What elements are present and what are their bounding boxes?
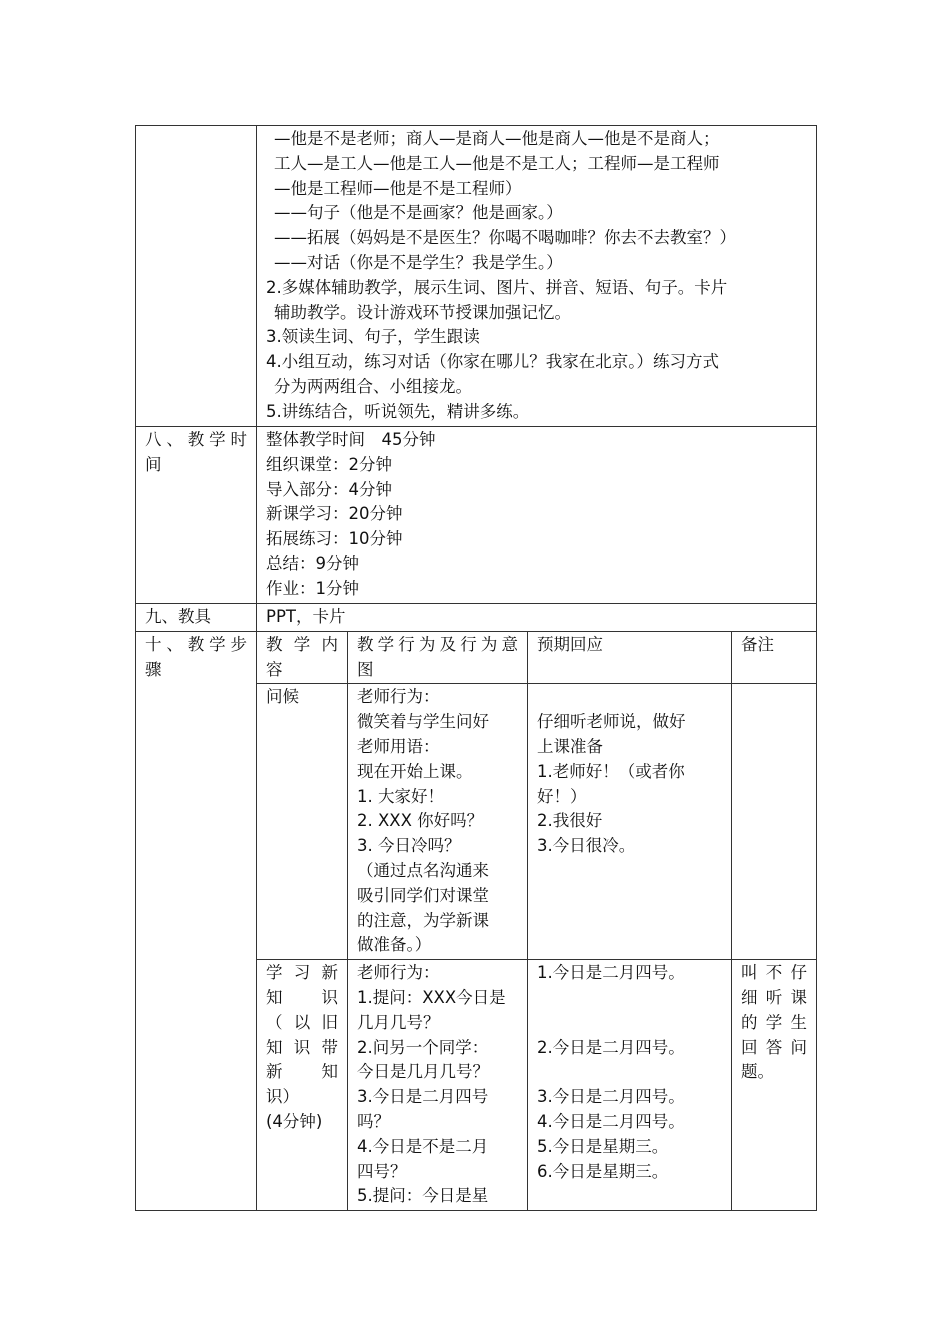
response-line [537, 1060, 722, 1085]
header-behavior [348, 631, 528, 684]
response-line [537, 1011, 722, 1036]
note-line: 回答问 [741, 1037, 807, 1057]
response-line [537, 685, 722, 710]
text-line: ——对话（你是不是学生？我是学生。） [274, 252, 563, 272]
label-line: 九、教具 [145, 607, 211, 626]
row-teaching-time [136, 427, 817, 604]
content-line: 识） [266, 1087, 299, 1107]
row-label-steps [136, 631, 257, 1210]
response-line: 1.今日是二月四号。 [537, 963, 685, 983]
response-line: 1.老师好！（或者你 [537, 761, 685, 781]
text-line: —他是工程师—他是不是工程师） [274, 178, 522, 198]
row-label-teaching-time [136, 427, 257, 604]
behavior-line: 现在开始上课。 [357, 761, 473, 781]
header-line: 教学行为及行为意 [357, 634, 518, 654]
step-response-greeting [528, 684, 732, 960]
text-line: —他是不是老师；商人—是商人—他是商人—他是不是商人； [274, 129, 720, 148]
text-line: 辅助教学。设计游戏环节授课加强记忆。 [274, 302, 571, 322]
time-line: 组织课堂：2分钟 [266, 454, 392, 474]
step-response-learning [528, 960, 732, 1211]
step-behavior-greeting [348, 684, 528, 960]
content-line: 新 知 [266, 1062, 338, 1082]
behavior-line: 做准备。） [357, 935, 432, 955]
response-line: 2.今日是二月四号。 [537, 1037, 685, 1057]
response-line: 3.今日很冷。 [537, 836, 636, 856]
row-continued-method [136, 126, 817, 427]
response-line: 5.今日是星期三。 [537, 1136, 669, 1156]
header-line: 预期回应 [537, 634, 603, 654]
content-line: 知识带 [266, 1037, 338, 1057]
label-line: 间 [145, 454, 162, 474]
response-line: 2.我很好 [537, 811, 603, 831]
header-line: 容 [266, 659, 283, 679]
header-response [528, 631, 732, 684]
header-line: 教学内 [266, 634, 338, 654]
behavior-line: 吗？ [357, 1111, 390, 1131]
behavior-line: 4.今日是不是二月 [357, 1136, 489, 1156]
time-line: 作业：1分钟 [266, 578, 359, 598]
time-line: 拓展练习：10分钟 [266, 529, 403, 549]
response-line: 好！） [537, 786, 587, 806]
content-line: 学习新 [266, 963, 338, 983]
header-content [257, 631, 348, 684]
step-note-learning [732, 960, 817, 1211]
note-line [741, 685, 807, 710]
response-line [537, 986, 722, 1011]
behavior-line: 2.问另一个同学： [357, 1037, 489, 1057]
content-line: (4分钟) [266, 1111, 323, 1131]
header-note [732, 631, 817, 684]
text-line: 4.小组互动，练习对话（你家在哪儿？我家在北京。）练习方式 [266, 352, 719, 372]
time-line: 总结：9分钟 [266, 553, 359, 573]
content-line: 知 识 [266, 987, 338, 1007]
response-line: 仔细听老师说，做好 [537, 712, 686, 732]
response-line: 上课准备 [537, 736, 603, 756]
step-behavior-learning [348, 960, 528, 1211]
behavior-line: 1. 大家好！ [357, 786, 444, 806]
note-line: 细听课 [741, 987, 807, 1007]
content-line: （以旧 [266, 1012, 338, 1032]
behavior-line: 老师用语： [357, 736, 440, 756]
header-line: 图 [357, 659, 374, 679]
behavior-line: 3.今日是二月四号 [357, 1087, 489, 1107]
behavior-line: 四号？ [357, 1161, 407, 1181]
step-content-greeting [257, 684, 348, 960]
row-teaching-tools [136, 604, 817, 632]
time-line: 整体教学时间 45分钟 [266, 430, 436, 449]
behavior-line: 几月几号？ [357, 1012, 440, 1032]
header-line: 备注 [741, 634, 774, 654]
step-note-greeting [732, 684, 817, 960]
text-line: ——拓展（妈妈是不是医生？你喝不喝咖啡？你去不去教室？） [274, 228, 736, 248]
text-line: 5.讲练结合，听说领先，精讲多练。 [266, 401, 530, 421]
note-line: 叫不仔 [741, 963, 807, 983]
text-line: ——句子（他是不是画家？他是画家。） [274, 203, 563, 223]
behavior-line: 吸引同学们对课堂 [357, 885, 489, 905]
row-label-tools [136, 604, 257, 632]
teaching-time-cell [257, 427, 817, 604]
text-line: 分为两两组合、小组接龙。 [274, 376, 472, 396]
behavior-line: 2. XXX 你好吗？ [357, 811, 484, 831]
behavior-line: （通过点名沟通来 [357, 860, 489, 880]
label-line: 八、教学时 [145, 430, 247, 449]
time-line: 新课学习：20分钟 [266, 504, 403, 524]
behavior-line: 的注意，为学新课 [357, 910, 489, 930]
behavior-line: 老师行为： [357, 963, 440, 983]
tools-cell [257, 604, 817, 632]
response-line: 4.今日是二月四号。 [537, 1111, 685, 1131]
row-steps-header [136, 631, 817, 684]
label-line: 骤 [145, 659, 162, 679]
method-continued-cell [257, 126, 817, 427]
behavior-line: 老师行为： [357, 687, 440, 707]
behavior-line: 5.提问：今日是星 [357, 1186, 489, 1206]
behavior-line: 3. 今日冷吗？ [357, 836, 461, 856]
row-label-empty [136, 126, 257, 427]
time-line: 导入部分：4分钟 [266, 479, 392, 499]
lesson-plan-table [135, 125, 817, 1211]
step-content-learning [257, 960, 348, 1211]
response-line: 6.今日是星期三。 [537, 1161, 669, 1181]
note-line: 的学生 [741, 1012, 807, 1032]
text-line: 2.多媒体辅助教学，展示生词、图片、拼音、短语、句子。卡片 [266, 277, 728, 297]
note-line: 题。 [741, 1062, 774, 1082]
label-line: 十、教学步 [145, 634, 247, 654]
behavior-line: 今日是几月几号？ [357, 1062, 489, 1082]
tools-value: PPT，卡片 [266, 607, 346, 626]
behavior-line: 1.提问：XXX今日是 [357, 987, 506, 1007]
text-line: 工人—是工人—他是工人—他是不是工人；工程师—是工程师 [274, 153, 720, 173]
step-content: 问候 [266, 687, 299, 707]
response-line: 3.今日是二月四号。 [537, 1087, 685, 1107]
text-line: 3.领读生词、句子，学生跟读 [266, 327, 480, 347]
behavior-line: 微笑着与学生问好 [357, 712, 489, 732]
